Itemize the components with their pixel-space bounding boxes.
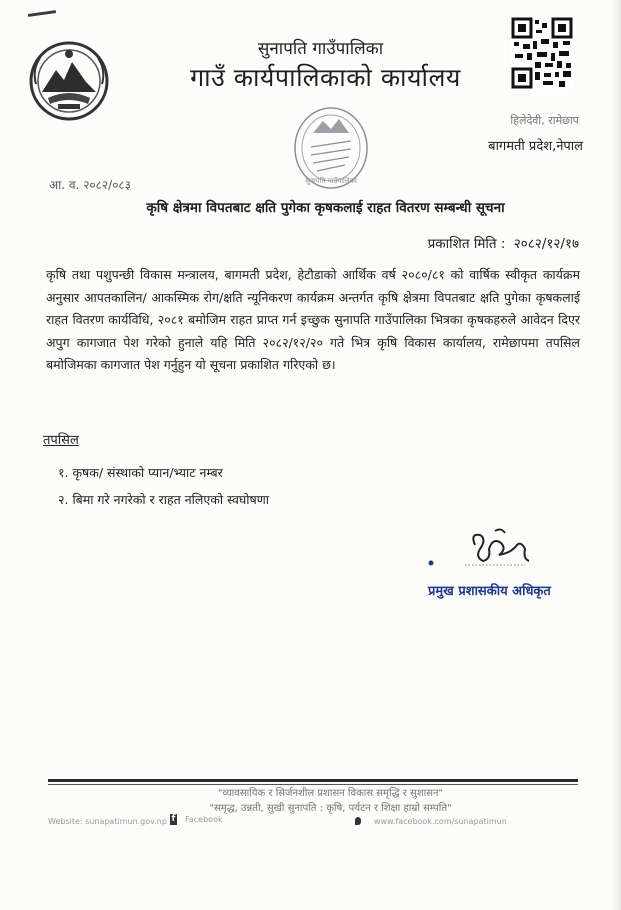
footer-divider — [48, 779, 578, 782]
footer-facebook-url: www.facebook.com/sunapatimun — [374, 817, 507, 826]
office-seal-stamp — [291, 103, 371, 193]
list-item: २. बिमा गरे नगरेको र राहत नलिएको स्वघोषणा — [58, 492, 270, 507]
reference-number: आ. व. २०८२/०८३ — [49, 178, 131, 192]
signature-mark — [425, 525, 535, 575]
footer-motto-2: "समृद्ध, उन्नती, सुखी सुनापति : कृषि, पर्यटन र शिक्षा हाम्रो सम्पति" — [209, 803, 452, 814]
list-item: १. कृषक/ संस्थाको प्यान/भ्याट नम्बर — [58, 465, 223, 480]
signatory-title: प्रमुख प्रशासकीय अधिकृत — [428, 584, 551, 599]
office-name: गाउँ कार्यपालिकाको कार्यालय — [190, 63, 461, 92]
qr-code-icon — [511, 17, 573, 89]
published-date-value: २०८२/१२/१७ — [513, 236, 579, 252]
stamp-text: सुनापति गाउँपालिका — [305, 177, 357, 185]
location-pin-icon — [355, 817, 361, 825]
list-heading: तपसिल — [43, 433, 79, 448]
page-edge-shadow — [613, 0, 621, 910]
document-list — [58, 459, 269, 513]
facebook-icon: f — [171, 814, 176, 824]
footer-facebook-label: Facebook — [185, 815, 223, 824]
notice-subject: कृषि क्षेत्रमा विपतबाट क्षति पुगेका कृषकलाई राहत वितरण सम्बन्धी सूचना — [146, 200, 505, 216]
footer-website: Website: sunapatimun.gov.np — [48, 817, 167, 826]
published-date-label: प्रकाशित मिति : — [427, 236, 506, 252]
published-date — [428, 234, 579, 252]
address-line2: बागमती प्रदेश,नेपाल — [488, 139, 583, 154]
footer-motto-1: "व्यावसायिक र सिर्जनशील प्रशासन विकास समृद्धि र सुशासन" — [217, 788, 444, 799]
address-line1: हिलेदेवी, रामेछाप — [510, 114, 579, 127]
notice-body: कृषि तथा पशुपन्छी विकास मन्त्रालय, बागमती प्रदेश, हेटौडाको आर्थिक वर्ष २०८०/८१ को वार्षिक स्वीकृत कार्यक्रम अनुसार आपतकालिन/ आकस्मिक रोग/क्षति न्यूनिकरण कार्यक्रम अन्तर्गत कृषि क्षेत्रमा विपतबाट क्षति पुगेका कृषकलाई राहत वितरण कार्यविधि, २०८१ बमोजिम राहत प्राप्त गर्न इच्छुक सुनापति गाउँपालिका भित्रका कृषकहरुले आवेदन दिएर अपुग कागजात पेश गरेको हुनाले यहि मिति २०८२/१२/२० गते भित्र कृषि विकास कार्यालय, रामेछापमा तपसिल बमोजिमका कागजात पेश गर्नुहुन यो सूचना प्रकाशित गरिएको छ। — [46, 267, 580, 372]
municipality-name: सुनापति गाउँपालिका — [257, 39, 384, 59]
scan-mark — [28, 10, 56, 17]
